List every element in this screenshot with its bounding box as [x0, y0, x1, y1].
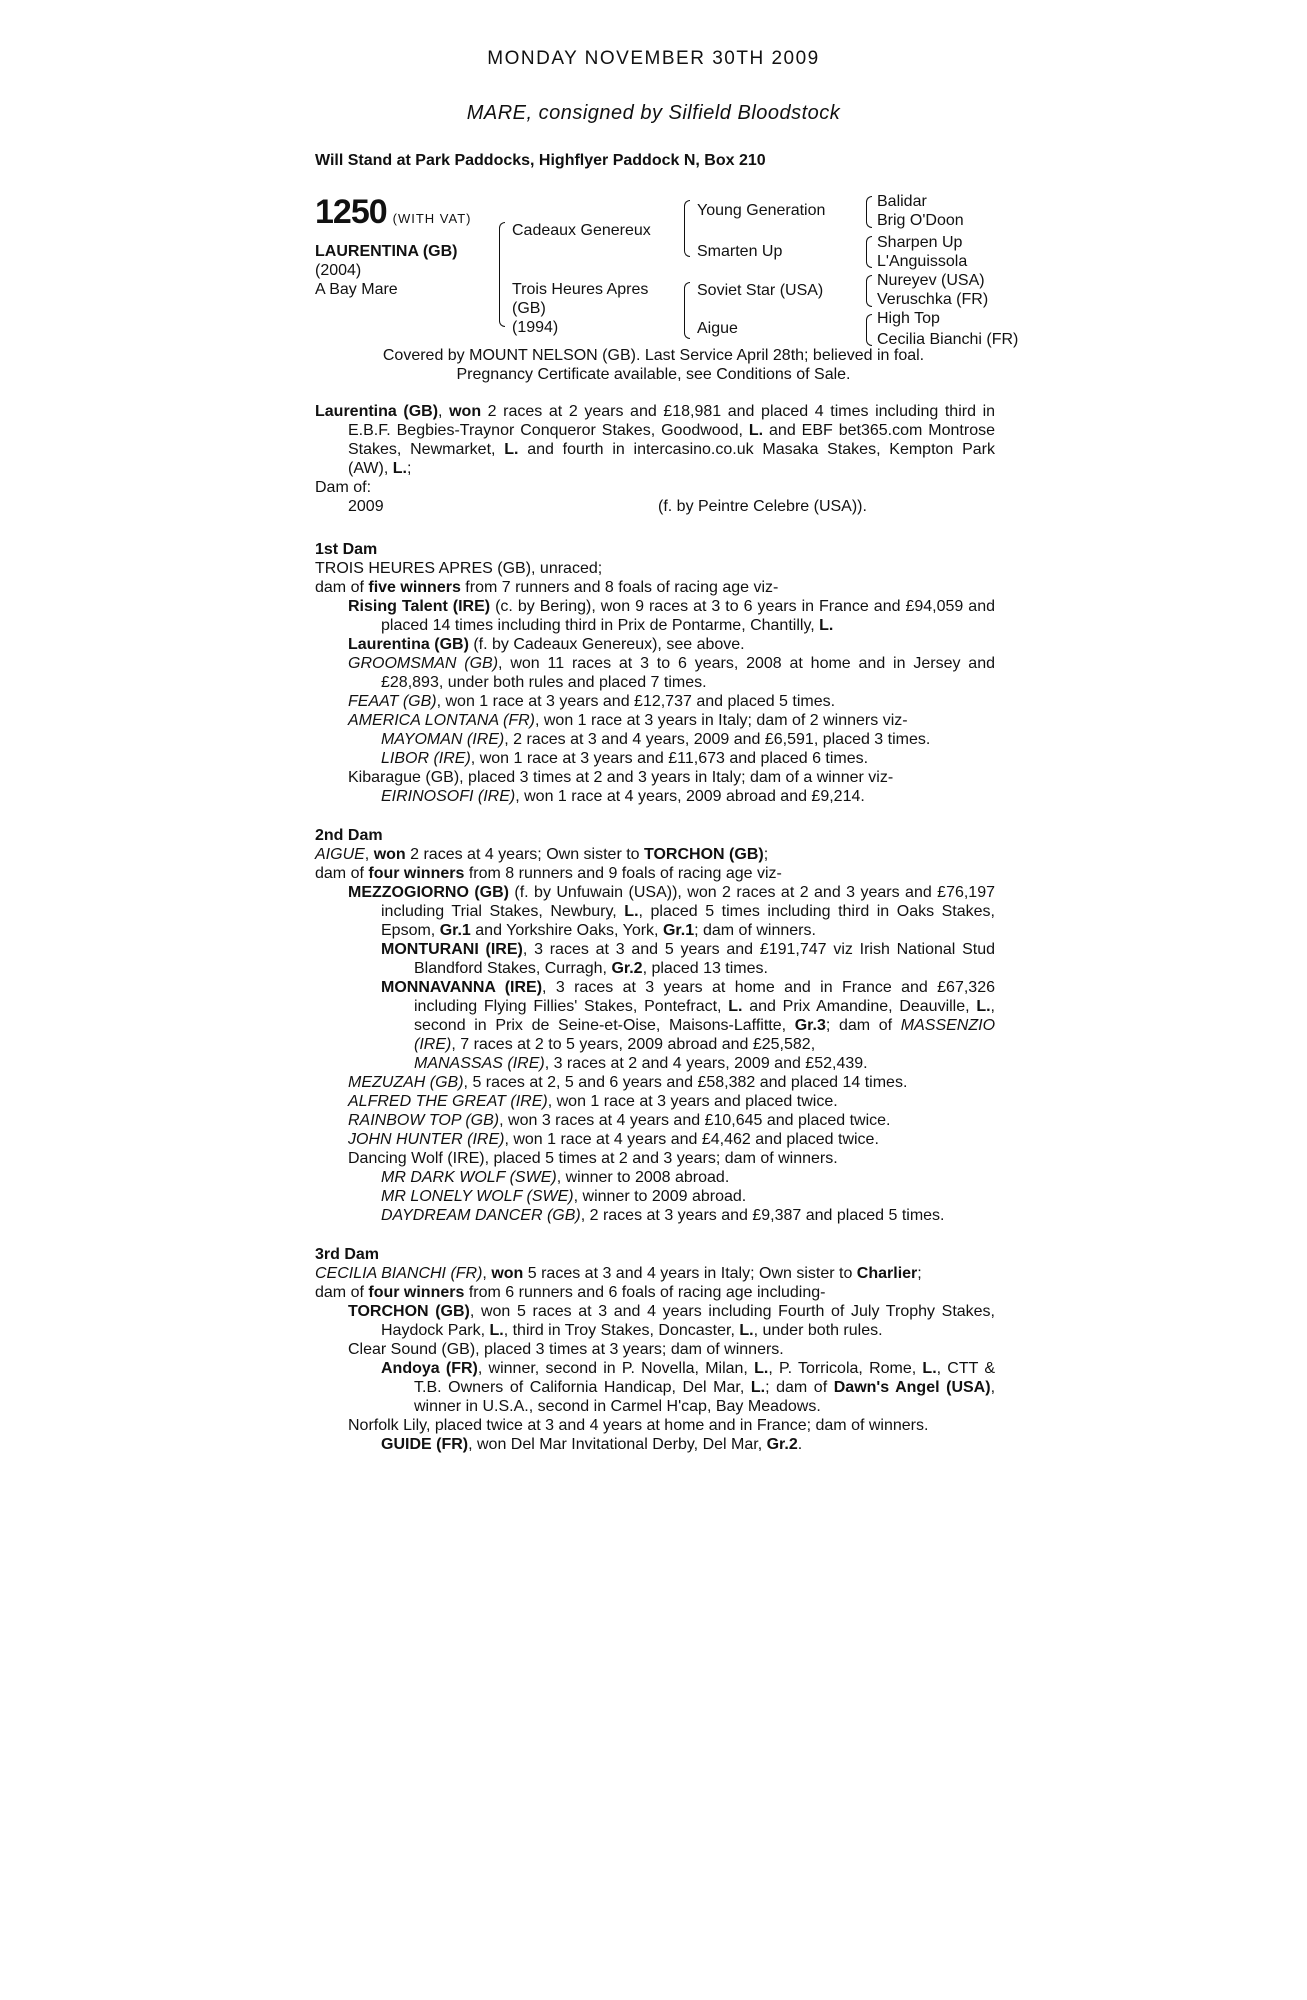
produce-entry: AMERICA LONTANA (FR), won 1 race at 3 years in Italy; dam of 2 winners viz- [348, 712, 908, 729]
produce-description: (f. by Peintre Celebre (USA)). [658, 498, 867, 515]
produce-entry: MEZUZAH (GB), 5 races at 2, 5 and 6 years and £58,382 and placed 14 times. [348, 1074, 908, 1091]
section-heading: 3rd Dam [315, 1246, 380, 1263]
sale-date: MONDAY NOVEMBER 30TH 2009 [487, 48, 820, 69]
produce-entry: MONTURANI (IRE), 3 races at 3 and 5 years and £191,747 viz Irish National Stud Blandford Stakes, Curragh, Gr.2, placed 13 times. [381, 941, 995, 977]
pedigree-brace [684, 282, 690, 339]
produce-entry: RAINBOW TOP (GB), won 3 races at 4 years and £10,645 and placed twice. [348, 1112, 891, 1129]
pedigree-brace [866, 236, 872, 268]
produce-entry: MR DARK WOLF (SWE), winner to 2008 abroad. [381, 1169, 730, 1186]
covering-note [0, 346, 1307, 384]
pedigree-brace [866, 275, 872, 307]
pedigree-sds: Sharpen Up [877, 234, 963, 251]
pedigree-brace [684, 200, 690, 257]
horse-name: LAURENTINA (GB) [315, 243, 458, 260]
produce-entry: TORCHON (GB), won 5 races at 3 and 4 years including Fourth of July Trophy Stakes, Haydock Park, L., third in Troy Stakes, Doncaster, L., under both rules. [348, 1303, 995, 1339]
listed-mark: L. [748, 422, 764, 439]
pedigree-brace [866, 314, 872, 346]
third-dam-section [315, 1245, 995, 1454]
record-text: and EBF bet365.com Montrose Stakes, Newmarket, [348, 422, 995, 458]
pedigree-sire-dam: Smarten Up [697, 243, 783, 260]
lot-number: 1250 [315, 193, 387, 231]
produce-entry: Dancing Wolf (IRE), placed 5 times at 2 and 3 years; dam of winners. [348, 1150, 838, 1167]
pedigree-dam-dam: Aigue [697, 320, 738, 337]
pedigree-dsd: Veruschka (FR) [877, 291, 989, 308]
produce-entry: Clear Sound (GB), placed 3 times at 3 years; dam of winners. [348, 1341, 784, 1358]
pedigree-dam-country: (GB) [512, 300, 546, 317]
covering-line: Covered by MOUNT NELSON (GB). Last Service April 28th; believed in foal. [382, 347, 925, 364]
section-heading: 1st Dam [315, 541, 378, 558]
pedigree-dam: Trois Heures Apres [512, 281, 649, 298]
record-paragraph: Laurentina (GB), won 2 races at 2 years and £18,981 and placed 4 times including third in E.B.F. Begbies-Traynor Conqueror Stakes, Goodwood, L. and EBF bet365.com Montrose Stakes, Newmarket, L. and fourth in intercasino.co.uk Masaka Stakes, Kempton Park (AW), L.; [315, 403, 996, 477]
first-dam-section [315, 540, 995, 806]
pedigree-dds: High Top [877, 310, 940, 327]
pedigree-brace [866, 196, 872, 228]
horse-details [315, 242, 458, 299]
produce-entry: FEAAT (GB), won 1 race at 3 years and £12,737 and placed 5 times. [348, 693, 836, 710]
produce-entry: MAYOMAN (IRE), 2 races at 3 and 4 years, 2009 and £6,591, placed 3 times. [381, 731, 931, 748]
record-text: 2 races at 2 years and £18,981 and placed 4 times including third in E.B.F. Begbies-Traynor Conqueror Stakes, Goodwood, [348, 403, 996, 439]
produce-entry: EIRINOSOFI (IRE), won 1 race at 4 years, 2009 abroad and £9,214. [381, 788, 865, 805]
second-dam-section [315, 826, 995, 1225]
record-horse-name: Laurentina (GB) [315, 403, 439, 420]
horse-year: (2004) [315, 262, 362, 279]
produce-entry: GUIDE (FR), won Del Mar Invitational Derby, Del Mar, Gr.2. [381, 1436, 803, 1453]
produce-entry: MANASSAS (IRE), 3 races at 2 and 4 years, 2009 and £52,439. [414, 1055, 868, 1072]
vat-note: (WITH VAT) [392, 211, 472, 226]
produce-entry: Kibarague (GB), placed 3 times at 2 and 3 years in Italy; dam of a winner viz- [348, 769, 894, 786]
dam-of-label: Dam of: [315, 479, 372, 496]
section-heading: 2nd Dam [315, 827, 383, 844]
dam-of-line: dam of five winners from 7 runners and 8 foals of racing age viz- [315, 579, 779, 596]
pedigree-sss: Balidar [877, 193, 927, 210]
produce-entry: Andoya (FR), winner, second in P. Novella, Milan, L., P. Torricola, Rome, L., CTT & T.B. Owners of California Handicap, Del Mar, L.; dam of Dawn's Angel (USA), winner in U.S.A., second in Carmel H'cap, Bay Meadows. [381, 1360, 996, 1415]
pedigree-dss: Nureyev (USA) [877, 272, 985, 289]
produce-entry: JOHN HUNTER (IRE), won 1 race at 4 years and £4,462 and placed twice. [348, 1131, 879, 1148]
lot-heading [315, 193, 471, 232]
record-text: ; [406, 460, 412, 477]
dam-line: TROIS HEURES APRES (GB), unraced; [315, 560, 603, 577]
pedigree-ssd: Brig O'Doon [877, 212, 964, 229]
dam-line: AIGUE, won 2 races at 4 years; Own sister to TORCHON (GB); [315, 846, 769, 863]
pedigree-brace [499, 222, 505, 327]
produce-entry: Laurentina (GB) (f. by Cadeaux Genereux), see above. [348, 636, 745, 653]
produce-entry: GROOMSMAN (GB), won 11 races at 3 to 6 years, 2008 at home and in Jersey and £28,893, under both rules and placed 7 times. [348, 655, 995, 691]
produce-entry: ALFRED THE GREAT (IRE), won 1 race at 3 years and placed twice. [348, 1093, 838, 1110]
dam-line: CECILIA BIANCHI (FR), won 5 races at 3 and 4 years in Italy; Own sister to Charlier; [315, 1265, 922, 1282]
dam-of-line: dam of four winners from 6 runners and 6 foals of racing age including- [315, 1284, 826, 1301]
record-won: won [449, 403, 482, 420]
listed-mark: L. [504, 441, 519, 458]
record-text: and fourth in intercasino.co.uk Masaka Stakes, Kempton Park (AW), [348, 441, 995, 477]
pregnancy-line: Pregnancy Certificate available, see Conditions of Sale. [456, 366, 851, 383]
stand-location: Will Stand at Park Paddocks, Highflyer Paddock N, Box 210 [315, 152, 766, 169]
produce-entry: MONNAVANNA (IRE), 3 races at 3 years at home and in France and £67,326 including Flying Fillies' Stakes, Pontefract, L. and Prix Amandine, Deauville, L., second in Prix de Seine-et-Oise, Maisons-Laffitte, Gr.3; dam of MASSENZIO (IRE), 7 races at 2 to 5 years, 2009 abroad and £25,582, [381, 979, 996, 1053]
dam-of-line: dam of four winners from 8 runners and 9 foals of racing age viz- [315, 865, 782, 882]
pedigree-sire: Cadeaux Genereux [512, 222, 651, 239]
produce-entry: MR LONELY WOLF (SWE), winner to 2009 abroad. [381, 1188, 747, 1205]
produce-year: 2009 [348, 498, 384, 515]
consignor-line: MARE, consigned by Silfield Bloodstock [466, 102, 841, 124]
pedigree-sire-sire: Young Generation [697, 202, 826, 219]
produce-entry: Rising Talent (IRE) (c. by Bering), won 9 races at 3 to 6 years in France and £94,059 and placed 14 times including third in Prix de Pontarme, Chantilly, L. [348, 598, 996, 634]
horse-description: A Bay Mare [315, 281, 398, 298]
produce-entry: Norfolk Lily, placed twice at 3 and 4 years at home and in France; dam of winners. [348, 1417, 929, 1434]
produce-entry: MEZZOGIORNO (GB) (f. by Unfuwain (USA)), won 2 races at 2 and 3 years and £76,197 including Trial Stakes, Newbury, L., placed 5 times including third in Oaks Stakes, Epsom, Gr.1 and Yorkshire Oaks, York, Gr.1; dam of winners. [348, 884, 995, 939]
pedigree-sdd: L'Anguissola [877, 253, 968, 270]
pedigree-ddd: Cecilia Bianchi (FR) [877, 331, 1019, 348]
produce-entry: LIBOR (IRE), won 1 race at 3 years and £11,673 and placed 6 times. [381, 750, 869, 767]
produce-entry: DAYDREAM DANCER (GB), 2 races at 3 years and £9,387 and placed 5 times. [381, 1207, 945, 1224]
pedigree-dam-year: (1994) [512, 319, 559, 336]
produce-row [315, 497, 995, 516]
pedigree-dam-sire: Soviet Star (USA) [697, 282, 824, 299]
race-record [315, 402, 995, 516]
listed-mark: L. [392, 460, 407, 477]
